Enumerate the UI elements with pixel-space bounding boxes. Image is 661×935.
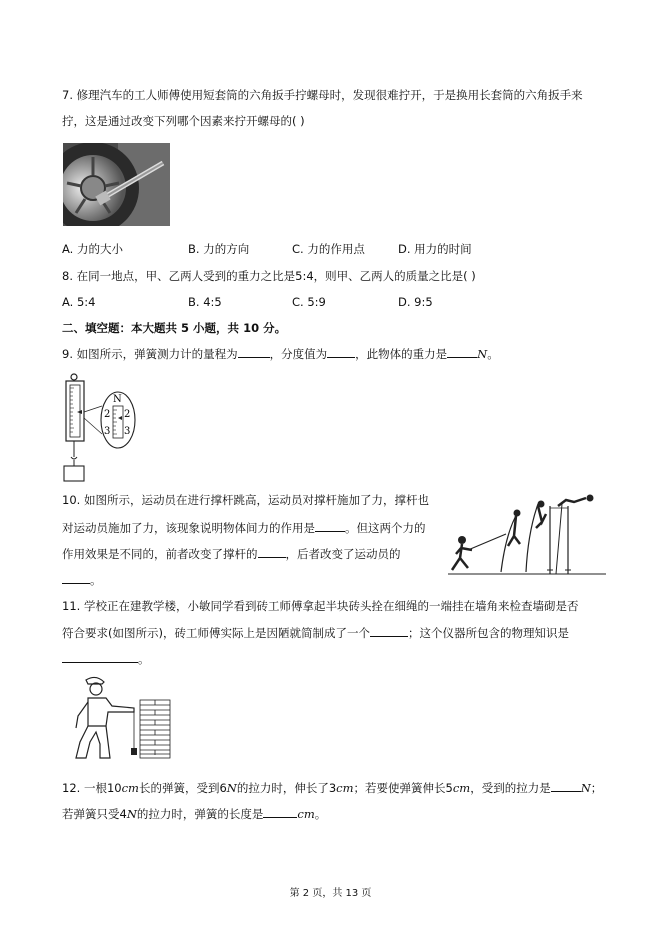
blank-physics-knowledge bbox=[62, 651, 138, 663]
blank-force bbox=[551, 780, 581, 792]
q8-line1: 8. 在同一地点，甲、乙两人受到的重力之比是5:4，则甲、乙两人的质量之比是( ) bbox=[62, 269, 476, 283]
blank-mutual bbox=[315, 520, 345, 532]
section2-heading: 二、填空题：本大题共 5 小题，共 10 分。 bbox=[62, 321, 287, 335]
zoom-left-3: 3 bbox=[104, 426, 111, 437]
blank-athlete-effect bbox=[62, 572, 90, 584]
plumb-line-diagram bbox=[60, 672, 176, 762]
q10-line4: 。 bbox=[62, 572, 102, 587]
q7-option-d: D. 用力的时间 bbox=[398, 242, 472, 256]
zoom-right-2: 2 bbox=[124, 409, 131, 420]
q8-option-b: B. 4:5 bbox=[188, 295, 222, 309]
blank-pole-effect bbox=[258, 546, 286, 558]
q9-text: 9. 如图所示，弹簧测力计的量程为 ，分度值为 ，此物体的重力是 N。 bbox=[62, 347, 499, 361]
q12-line2: 若弹簧只受4N的拉力时，弹簧的长度是 cm。 bbox=[62, 807, 327, 821]
zoom-unit-label: N bbox=[113, 394, 122, 405]
q7-option-b: B. 力的方向 bbox=[188, 242, 250, 256]
q12-line1: 12. 一根10cm长的弹簧，受到6N的拉力时，伸长了3cm；若要使弹簧伸长5cm，受到的拉力是 N； bbox=[62, 781, 603, 795]
wrench-tire-photo bbox=[63, 143, 170, 226]
blank-length bbox=[263, 806, 297, 818]
q10-line1: 10. 如图所示，运动员在进行撑杆跳高，运动员对撑杆施加了力，撑杆也 bbox=[62, 493, 429, 507]
zoom-right-3: 3 bbox=[124, 426, 131, 437]
q11-line2: 符合要求(如图所示)，砖工师傅实际上是因陋就简制成了一个 ；这个仪器所包含的物理知识是 bbox=[62, 626, 569, 640]
blank-instrument bbox=[370, 625, 408, 637]
spring-scale-diagram bbox=[58, 372, 138, 484]
q10-line3: 作用效果是不同的，前者改变了撑杆的 ，后者改变了运动员的 bbox=[62, 547, 401, 561]
q11-line3: 。 bbox=[62, 651, 150, 666]
q11-line1: 11. 学校正在建教学楼，小敏同学看到砖工师傅拿起半块砖头拴在细绳的一端挂在墙角来检查墙砌是否 bbox=[62, 599, 579, 613]
q7-line2: 拧，这是通过改变下列哪个因素来拧开螺母的( ) bbox=[62, 114, 305, 128]
blank-range bbox=[238, 346, 270, 358]
q8-option-d: D. 9:5 bbox=[398, 295, 433, 309]
q10-line2: 对运动员施加了力，该现象说明物体间力的作用是 。但这两个力的 bbox=[62, 521, 426, 535]
page-footer: 第 2 页，共 13 页 bbox=[289, 888, 372, 899]
q8-option-c: C. 5:9 bbox=[292, 295, 326, 309]
q8-option-a: A. 5:4 bbox=[62, 295, 96, 309]
q7-option-c: C. 力的作用点 bbox=[292, 242, 365, 256]
pole-vault-diagram bbox=[446, 492, 608, 578]
zoom-left-2: 2 bbox=[104, 409, 111, 420]
q7-line1: 7. 修理汽车的工人师傅使用短套筒的六角扳手拧螺母时，发现很难拧开，于是换用长套筒的六角扳手来 bbox=[62, 88, 583, 102]
blank-division bbox=[327, 346, 355, 358]
q7-option-a: A. 力的大小 bbox=[62, 242, 123, 256]
blank-weight bbox=[447, 346, 477, 358]
